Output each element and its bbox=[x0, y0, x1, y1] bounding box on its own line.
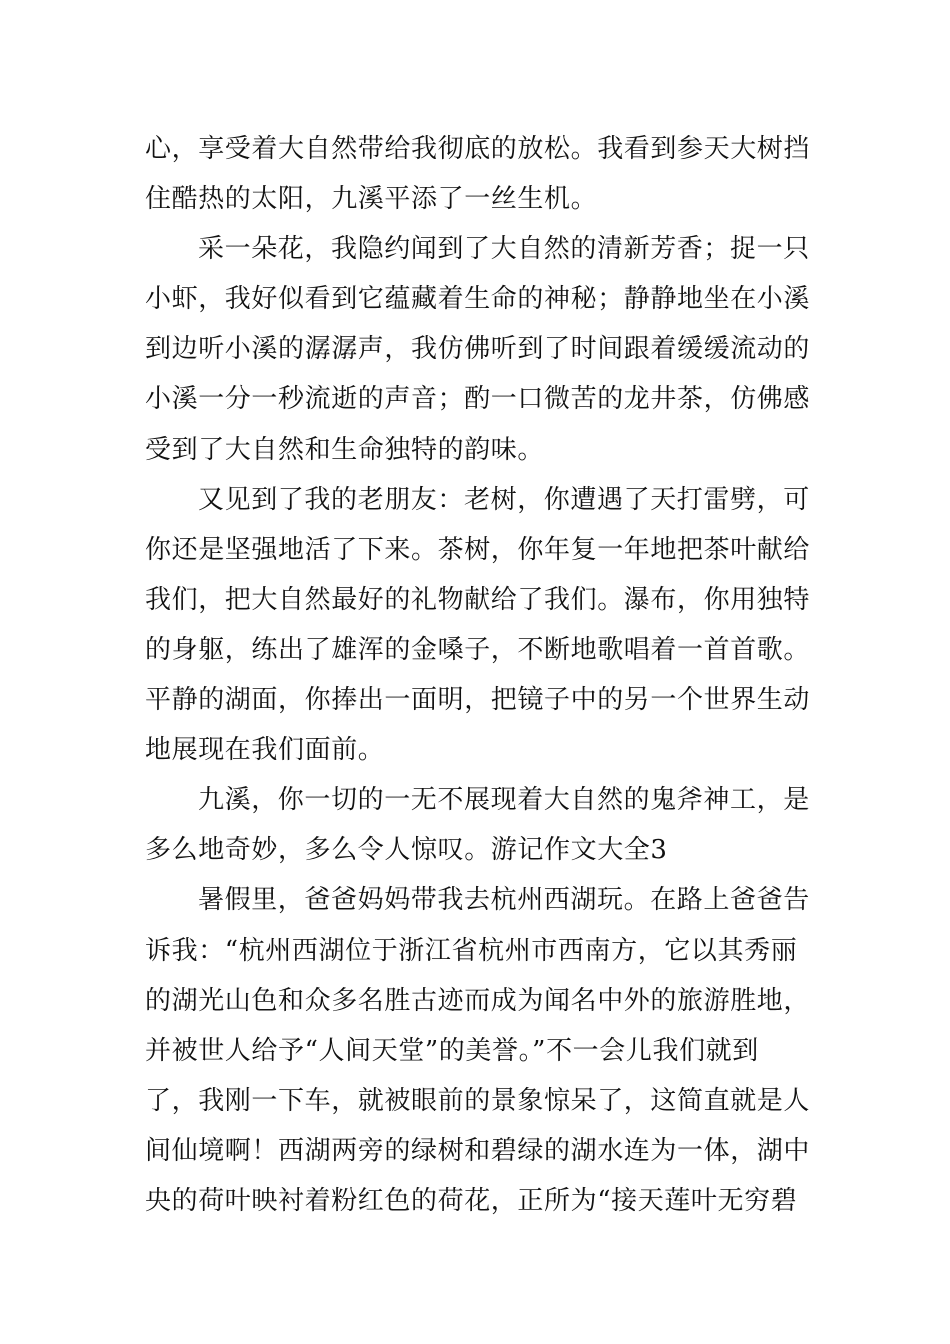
text-line: 住酷热的太阳，九溪平添了一丝生机。 bbox=[145, 184, 598, 215]
text-line: 诉我：“杭州西湖位于浙江省杭州市西南方，它以其秀丽 bbox=[145, 935, 798, 966]
text-line: 我们，把大自然最好的礼物献给了我们。瀑布，你用独特 bbox=[145, 584, 811, 615]
text-line: 到边听小溪的潺潺声，我仿佛听到了时间跟着缓缓流动的 bbox=[145, 334, 811, 365]
text-line: 小虾，我好似看到它蕴藏着生命的神秘；静静地坐在小溪 bbox=[145, 284, 811, 315]
text-line: 央的荷叶映衬着粉红色的荷花，正所为“接天莲叶无穷碧 bbox=[145, 1185, 798, 1216]
text-line: 小溪一分一秒流逝的声音；酌一口微苦的龙井茶，仿佛感 bbox=[145, 384, 811, 415]
text-line: 的湖光山色和众多名胜古迹而成为闻名中外的旅游胜地， bbox=[145, 985, 811, 1016]
paragraph-start-line: 暑假里，爸爸妈妈带我去杭州西湖玩。在路上爸爸告 bbox=[198, 885, 810, 916]
text-line: 你还是坚强地活了下来。茶树，你年复一年地把茶叶献给 bbox=[145, 534, 811, 565]
paragraph-start-line: 九溪，你一切的一无不展现着大自然的鬼斧神工，是 bbox=[198, 785, 810, 816]
text-line: 间仙境啊！西湖两旁的绿树和碧绿的湖水连为一体，湖中 bbox=[145, 1135, 811, 1166]
text-line: 并被世人给予“人间天堂”的美誉。”不一会儿我们就到 bbox=[145, 1035, 759, 1066]
paragraph-start-line: 又见到了我的老朋友：老树，你遭遇了天打雷劈，可 bbox=[198, 484, 810, 515]
text-line: 了，我刚一下车，就被眼前的景象惊呆了，这简直就是人 bbox=[145, 1085, 811, 1116]
text-line: 的身躯，练出了雄浑的金嗓子，不断地歌唱着一首首歌。 bbox=[145, 634, 811, 665]
text-line: 平静的湖面，你捧出一面明，把镜子中的另一个世界生动 bbox=[145, 685, 811, 716]
text-line: 受到了大自然和生命独特的韵味。 bbox=[145, 434, 545, 465]
text-line: 心，享受着大自然带给我彻底的放松。我看到参天大树挡 bbox=[145, 134, 811, 164]
text-line: 多么地奇妙，多么令人惊叹。游记作文大全3 bbox=[145, 835, 668, 866]
essay-text bbox=[145, 124, 810, 1226]
text-line: 地展现在我们面前。 bbox=[145, 735, 385, 766]
paragraph-start-line: 采一朵花，我隐约闻到了大自然的清新芳香；捉一只 bbox=[198, 234, 810, 265]
